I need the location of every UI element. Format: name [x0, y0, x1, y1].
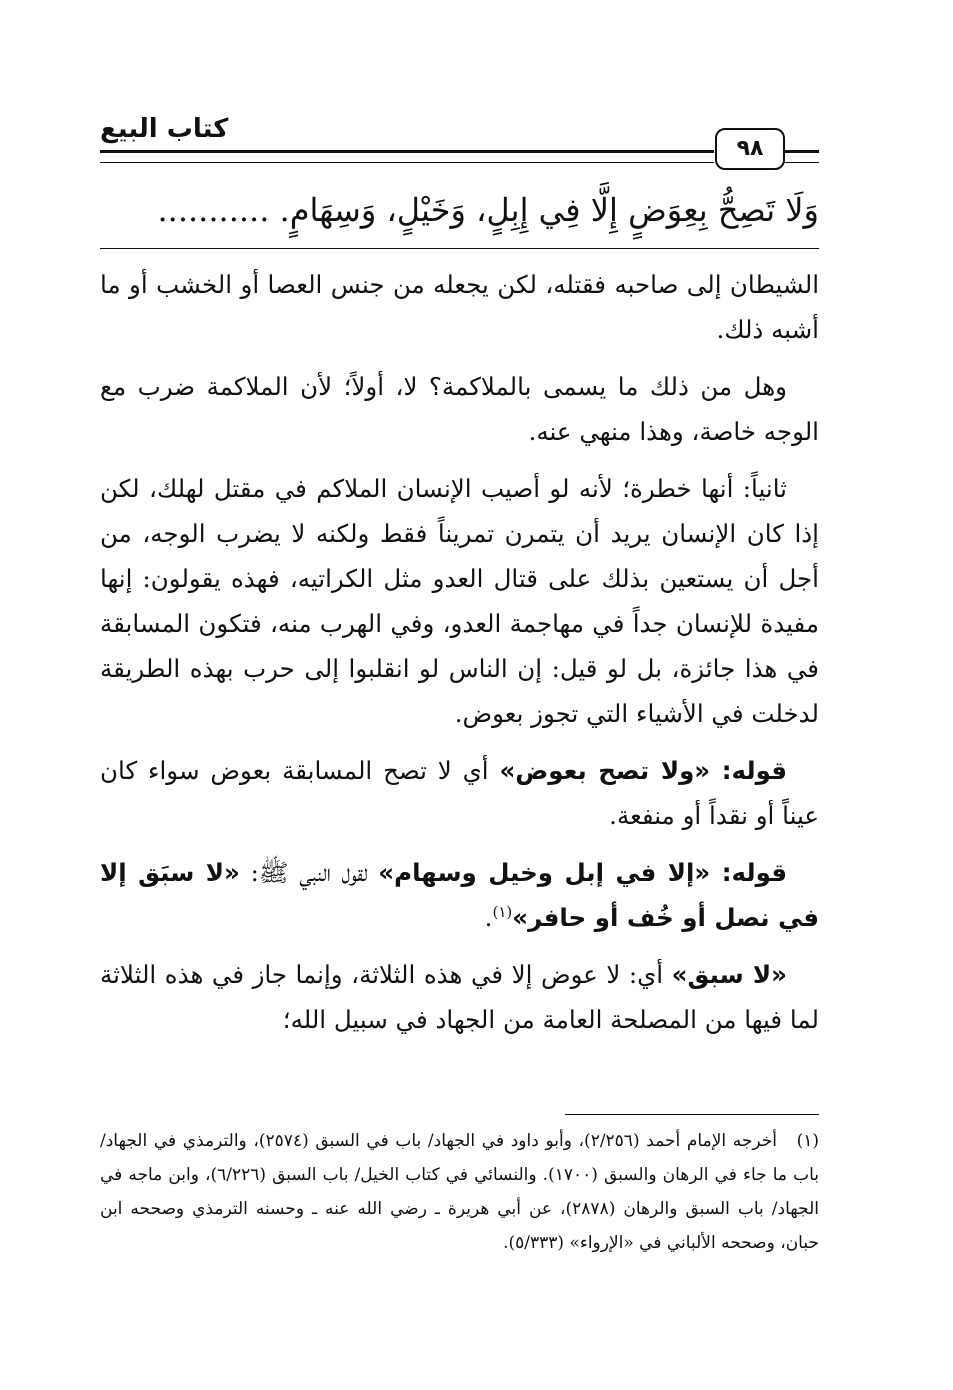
paragraph-4 [100, 748, 819, 838]
commentary-body [100, 262, 819, 1054]
quoted-phrase: قوله: «ولا تصح بعوض» [499, 756, 787, 785]
hadith-text: «لا سبَق إلا في نصل أو خُف أو حافر» [100, 858, 819, 932]
matn-text: وَلَا تَصِحُّ بِعِوَضٍ إِلَّا فِي إِبِلٍ، وَخَيْلٍ، وَسِهَامٍ. ........... [157, 191, 819, 229]
footnote-reference: (١) [492, 902, 513, 921]
footnote-divider [565, 1114, 819, 1115]
footnote-number: (١) [796, 1131, 820, 1151]
paragraph-text: لقول النبي ﷺ: [239, 858, 379, 887]
paragraph-2: وهل من ذلك ما يسمى بالملاكمة؟ لا، أولاً؛ لأن الملاكمة ضرب مع الوجه خاصة، وهذا منهي عنه. [100, 372, 819, 446]
page-number: ٩٨ [715, 128, 785, 170]
paragraph-text: أي لا تصح المسابقة بعوض سواء كان عيناً أو نقداً أو منفعة. [100, 756, 819, 830]
quoted-phrase: قوله: «إلا في إبل وخيل وسهام» [378, 858, 787, 887]
matn-divider [100, 248, 819, 249]
paragraph-1: الشيطان إلى صاحبه فقتله، لكن يجعله من جنس العصا أو الخشب أو ما أشبه ذلك. [100, 270, 819, 344]
footnote-text: أخرجه الإمام أحمد (٢/٢٥٦)، وأبو داود في الجهاد/ باب في السبق (٢٥٧٤)، والترمذي في الجهاد/ باب ما جاء في الرهان والسبق (١٧٠٠). والنسائي في كتاب الخيل/ باب السبق (٦/٢٢٦)، وابن ماجه في الجهاد/ باب السبق والرهان (٢٨٧٨)، عن أبي هريرة ـ رضي الله عنه ـ وحسنه الترمذي وصححه ابن حبان، وصححه الألباني في «الإرواء» (٥/٣٣٣). [100, 1131, 820, 1253]
paragraph-text: أي: لا عوض إلا في هذه الثلاثة، وإنما جاز في هذه الثلاثة لما فيها من المصلحة العامة من الجهاد في سبيل الله؛ [100, 960, 819, 1034]
paragraph-3: ثانياً: أنها خطرة؛ لأنه لو أصيب الإنسان الملاكم في مقتل لهلك، لكن إذا كان الإنسان يريد أن يتمرن تمريناً فقط ولكنه لا يضرب الوجه، من أجل أن يستعين بذلك على قتال العدو مثل الكراتيه، فهذه يقولون: إنها مفيدة للإنسان جداً في مهاجمة العدو، وفي الهرب منه، فتكون المسابقة في هذا جائزة، بل لو قيل: إن الناس لو انقلبوا إلى حرب بهذه الطريقة لدخلت في الأشياء التي تجوز بعوض. [100, 474, 819, 728]
paragraph-6 [100, 952, 819, 1042]
quoted-phrase: «لا سبق» [671, 960, 788, 989]
footnote-1 [100, 1124, 819, 1260]
running-header-title: كتاب البيع [100, 114, 229, 144]
paragraph-end: . [484, 903, 493, 932]
paragraph-5 [100, 850, 819, 940]
header-rule-left [100, 150, 714, 163]
header-rule-right [784, 150, 819, 163]
